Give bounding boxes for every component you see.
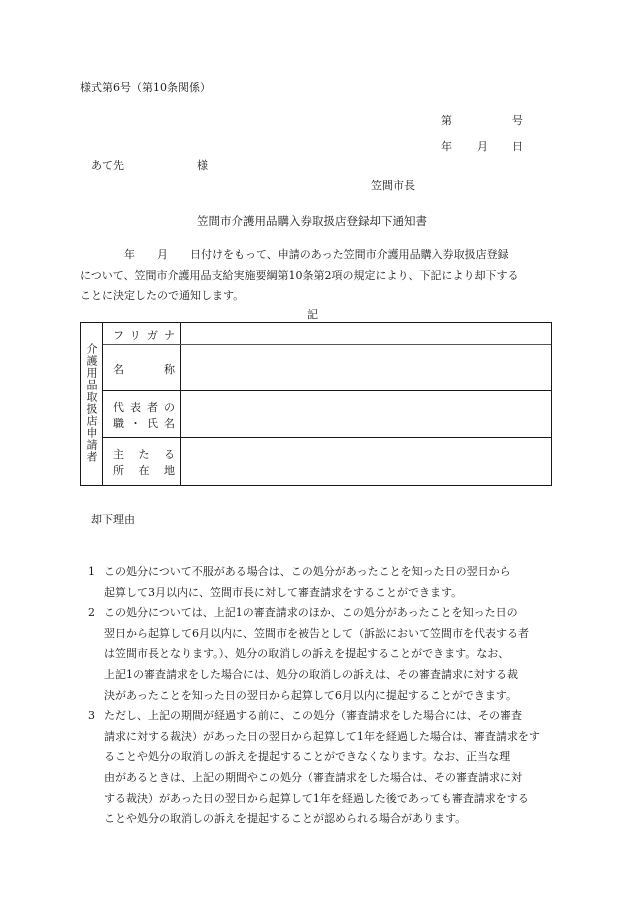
note-item (88, 562, 563, 603)
note-line: ことや処分の取消しの訴えを提起することが認められる場合があります。 (104, 812, 467, 826)
label-name: 名 称 (113, 363, 175, 376)
row-address (103, 438, 551, 485)
value-furigana (181, 323, 551, 344)
label-addr-1: 主たる (113, 448, 175, 461)
form-number: 様式第6号（第10条関係） (80, 81, 211, 94)
label-cell (103, 345, 181, 390)
reason-label: 却下理由 (91, 513, 135, 526)
value-representative (181, 391, 551, 437)
document-title: 笠間市介護用品購入券取扱店登録却下通知書 (197, 214, 427, 228)
note-line: 請求に対する裁決）があった日の翌日から起算して1年を経過した場合は、審査請求をす (104, 729, 540, 743)
addressee (91, 157, 208, 173)
label-cell (103, 438, 181, 485)
body-line: 年 月 日付けをもって、申請のあった笠間市介護用品購入券取扱店登録 (80, 248, 509, 261)
note-line: ただし、上記の期間が経過する前に、この処分（審査請求をした場合には、その審査 (104, 709, 522, 723)
body-line: について、笠間市介護用品支給実施要綱第10条第2項の規定により、下記により却下する (80, 268, 519, 282)
note-number: 3 (88, 709, 95, 723)
note-line: は笠間市長となります。）、処分の取消しの訴えを提起することができます。なお、 (104, 647, 510, 661)
label-rep-2: 職・氏名 (113, 417, 175, 430)
ki-heading: 記 (307, 308, 318, 321)
date-year: 年 (441, 140, 452, 153)
note-line: 決があったことを知った日の翌日から起算して6月以内に提起することができます。 (104, 688, 518, 702)
note-line: 上記1の審査請求をした場合には、処分の取消しの訴えは、その審査請求に対する裁 (104, 667, 518, 681)
label-cell (103, 391, 181, 437)
side-label: 介護用品取扱店申請者 (85, 343, 98, 463)
note-number: 2 (88, 606, 95, 620)
note-item (88, 706, 563, 830)
note-item (88, 603, 563, 706)
label-addr-2: 所在地 (113, 464, 175, 477)
row-furigana (103, 323, 551, 345)
note-number: 1 (88, 565, 95, 578)
addressee-label: あて先 (91, 159, 124, 172)
date-month: 月 (477, 140, 488, 153)
side-label-cell (81, 323, 103, 485)
note-line: する裁決）があった日の翌日から起算して1年を経過した後であっても審査請求をする (104, 791, 529, 805)
sender: 笠間市長 (371, 179, 415, 192)
note-line: ることや処分の取消しの訴えを提起することができなくなります。なお、正当な理 (104, 750, 511, 764)
note-line: 翌日から起算して6月以内に、笠間市を被告として（訴訟において笠間市を代表する者 (104, 626, 529, 640)
applicant-table (80, 322, 552, 486)
note-line: 由があるときは、上記の期間やこの処分（審査請求をした場合は、その審査請求に対 (104, 770, 522, 784)
label-furigana: フリガナ (113, 329, 175, 342)
body-text (80, 245, 555, 307)
value-address (181, 438, 551, 485)
label-cell (103, 323, 181, 344)
note-line: この処分について不服がある場合は、この処分があったことを知った日の翌日から (104, 565, 511, 578)
value-name (181, 345, 551, 390)
body-line: ことに決定したので通知します。 (80, 289, 245, 303)
appeal-notes (88, 562, 563, 830)
number-prefix: 第 (441, 114, 452, 127)
label-rep-1: 代表者の (113, 401, 175, 414)
addressee-honorific: 様 (197, 159, 208, 172)
row-representative (103, 391, 551, 438)
number-suffix: 号 (512, 114, 523, 127)
note-line: 起算して3月以内に、笠間市長に対して審査請求をすることができます。 (104, 585, 463, 599)
note-line: この処分については、上記1の審査請求のほか、この処分があったことを知った日の (104, 606, 518, 620)
date-day: 日 (512, 140, 523, 153)
row-name (103, 345, 551, 391)
